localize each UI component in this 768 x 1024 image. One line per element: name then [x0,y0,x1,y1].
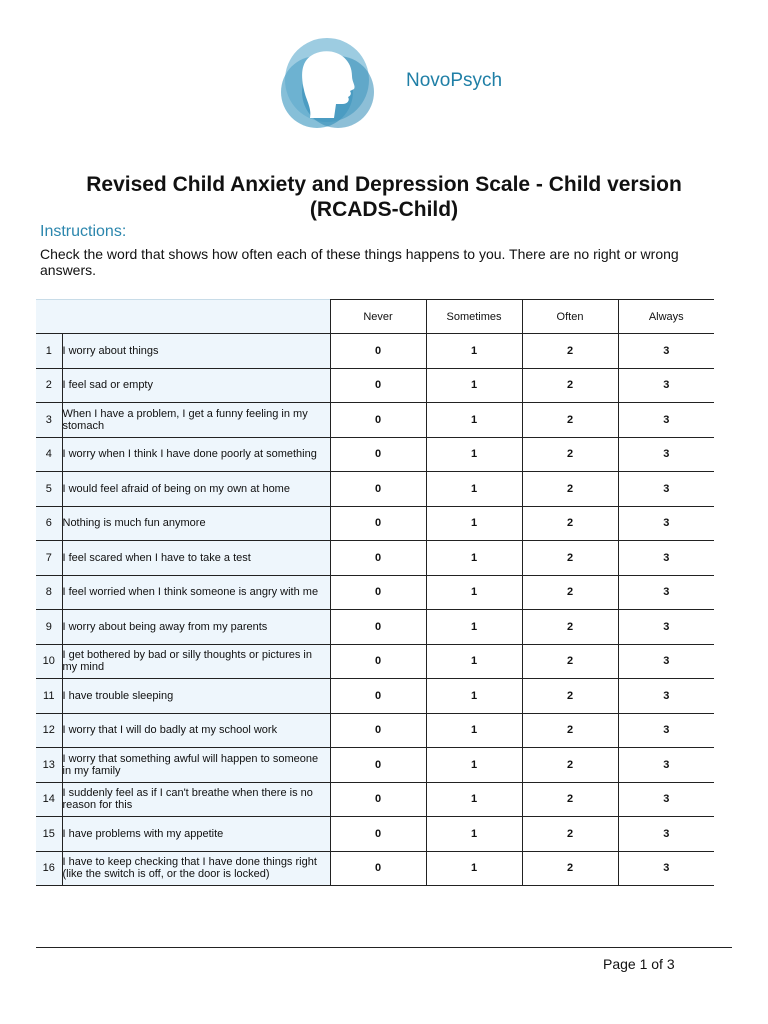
response-option-often[interactable]: 2 [522,541,618,576]
response-option-sometimes[interactable]: 1 [426,644,522,679]
response-option-always[interactable]: 3 [618,368,714,403]
response-option-never[interactable]: 0 [330,644,426,679]
response-option-sometimes[interactable]: 1 [426,610,522,645]
response-option-never[interactable]: 0 [330,437,426,472]
response-option-always[interactable]: 3 [618,817,714,852]
table-row [36,644,714,679]
item-number: 4 [36,437,62,472]
item-number: 3 [36,403,62,438]
table-row [36,713,714,748]
table-row [36,334,714,369]
rating-scale-table [36,299,714,886]
page-title [0,172,768,222]
item-text: Nothing is much fun anymore [62,506,330,541]
title-line-1: Revised Child Anxiety and Depression Scale - Child version [86,173,682,196]
response-option-always[interactable]: 3 [618,782,714,817]
response-option-often[interactable]: 2 [522,610,618,645]
item-number: 14 [36,782,62,817]
response-option-never[interactable]: 0 [330,575,426,610]
table-row [36,368,714,403]
item-number: 5 [36,472,62,507]
item-number: 16 [36,851,62,886]
response-option-often[interactable]: 2 [522,713,618,748]
item-text: I get bothered by bad or silly thoughts or pictures in my mind [62,644,330,679]
instructions-heading: Instructions: [40,223,127,240]
response-option-always[interactable]: 3 [618,472,714,507]
response-option-never[interactable]: 0 [330,506,426,541]
response-option-always[interactable]: 3 [618,575,714,610]
table-row [36,541,714,576]
response-option-always[interactable]: 3 [618,506,714,541]
item-text: I feel sad or empty [62,368,330,403]
response-option-always[interactable]: 3 [618,541,714,576]
response-option-sometimes[interactable]: 1 [426,506,522,541]
table-row [36,851,714,886]
table-row [36,506,714,541]
response-option-never[interactable]: 0 [330,403,426,438]
column-header-always: Always [618,300,714,334]
response-option-sometimes[interactable]: 1 [426,851,522,886]
response-option-never[interactable]: 0 [330,541,426,576]
item-number: 2 [36,368,62,403]
item-number: 8 [36,575,62,610]
table-row [36,679,714,714]
response-option-never[interactable]: 0 [330,851,426,886]
number-column-header [36,300,62,334]
item-number: 11 [36,679,62,714]
item-number: 7 [36,541,62,576]
table-row [36,610,714,645]
response-option-often[interactable]: 2 [522,472,618,507]
response-option-sometimes[interactable]: 1 [426,437,522,472]
item-column-header [62,300,330,334]
response-option-always[interactable]: 3 [618,679,714,714]
response-option-often[interactable]: 2 [522,437,618,472]
item-number: 10 [36,644,62,679]
item-text: I have to keep checking that I have done things right (like the switch is off, or the door is locked) [62,851,330,886]
item-text: I feel scared when I have to take a test [62,541,330,576]
novopsych-logo-icon [272,34,382,130]
response-option-always[interactable]: 3 [618,334,714,369]
response-option-always[interactable]: 3 [618,644,714,679]
response-option-sometimes[interactable]: 1 [426,679,522,714]
table-row [36,748,714,783]
item-text: I feel worried when I think someone is angry with me [62,575,330,610]
item-number: 1 [36,334,62,369]
item-number: 12 [36,713,62,748]
response-option-sometimes[interactable]: 1 [426,472,522,507]
response-option-always[interactable]: 3 [618,610,714,645]
response-option-often[interactable]: 2 [522,851,618,886]
response-option-sometimes[interactable]: 1 [426,368,522,403]
response-option-never[interactable]: 0 [330,713,426,748]
instructions-text: Check the word that shows how often each of these things happens to you. There are no right or wrong answers. [40,246,679,278]
response-option-sometimes[interactable]: 1 [426,403,522,438]
item-number: 9 [36,610,62,645]
page-number: Page 1 of 3 [603,956,675,972]
response-option-always[interactable]: 3 [618,713,714,748]
item-text: I would feel afraid of being on my own at home [62,472,330,507]
response-option-never[interactable]: 0 [330,610,426,645]
item-text: I have trouble sleeping [62,679,330,714]
item-number: 15 [36,817,62,852]
response-option-often[interactable]: 2 [522,368,618,403]
item-text: I suddenly feel as if I can't breathe when there is no reason for this [62,782,330,817]
item-text: I have problems with my appetite [62,817,330,852]
footer-divider [36,947,732,948]
response-option-sometimes[interactable]: 1 [426,713,522,748]
response-option-sometimes[interactable]: 1 [426,575,522,610]
response-option-never[interactable]: 0 [330,782,426,817]
column-header-sometimes: Sometimes [426,300,522,334]
response-option-often[interactable]: 2 [522,817,618,852]
response-option-never[interactable]: 0 [330,368,426,403]
item-text: I worry about being away from my parents [62,610,330,645]
response-option-always[interactable]: 3 [618,437,714,472]
response-option-sometimes[interactable]: 1 [426,541,522,576]
item-text: I worry when I think I have done poorly at something [62,437,330,472]
response-option-sometimes[interactable]: 1 [426,334,522,369]
response-option-always[interactable]: 3 [618,748,714,783]
response-option-often[interactable]: 2 [522,403,618,438]
table-row [36,403,714,438]
column-header-never: Never [330,300,426,334]
table-row [36,575,714,610]
response-option-often[interactable]: 2 [522,679,618,714]
response-option-often[interactable]: 2 [522,644,618,679]
table-row [36,817,714,852]
table-row [36,782,714,817]
response-option-always[interactable]: 3 [618,851,714,886]
item-text: When I have a problem, I get a funny feeling in my stomach [62,403,330,438]
response-option-sometimes[interactable]: 1 [426,782,522,817]
item-text: I worry that I will do badly at my school work [62,713,330,748]
table-header-row [36,300,714,334]
response-option-never[interactable]: 0 [330,748,426,783]
response-option-often[interactable]: 2 [522,334,618,369]
response-option-sometimes[interactable]: 1 [426,817,522,852]
item-number: 13 [36,748,62,783]
response-option-never[interactable]: 0 [330,679,426,714]
response-option-sometimes[interactable]: 1 [426,748,522,783]
column-header-often: Often [522,300,618,334]
title-line-2: (RCADS-Child) [309,198,459,221]
table-row [36,437,714,472]
response-option-always[interactable]: 3 [618,403,714,438]
response-option-often[interactable]: 2 [522,748,618,783]
response-option-never[interactable]: 0 [330,472,426,507]
brand-name: NovoPsych [406,70,503,91]
response-option-never[interactable]: 0 [330,817,426,852]
item-text: I worry about things [62,334,330,369]
response-option-often[interactable]: 2 [522,506,618,541]
response-option-often[interactable]: 2 [522,575,618,610]
response-option-never[interactable]: 0 [330,334,426,369]
table-row [36,472,714,507]
item-text: I worry that something awful will happen to someone in my family [62,748,330,783]
response-option-often[interactable]: 2 [522,782,618,817]
item-number: 6 [36,506,62,541]
